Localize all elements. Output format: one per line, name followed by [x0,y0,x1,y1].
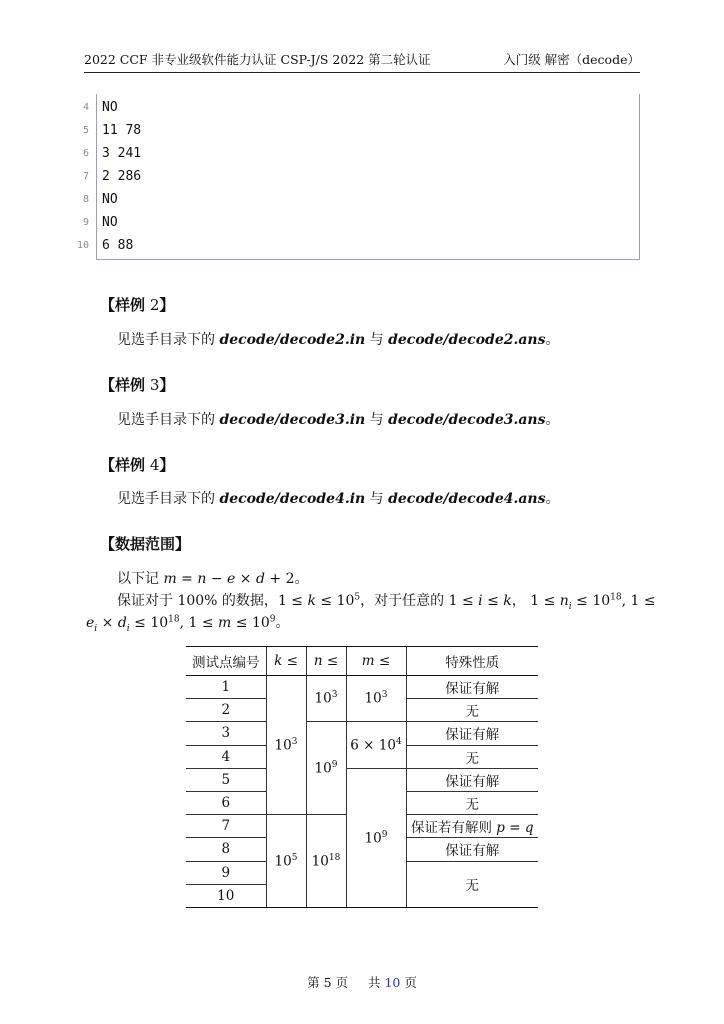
n-cell: $10^3$ [306,676,346,722]
m-cell: $6 \times 10^4$ [346,722,406,768]
col-header-n: n ≤ [306,647,346,676]
test-id-cell: 3 [186,722,266,745]
code-line [82,119,639,142]
total-pages: 10 [384,975,401,990]
sample-4-title: 【样例 4】 [100,456,175,474]
test-id-cell: 1 [186,676,266,699]
code-line [82,188,639,211]
line-number: 7 [82,171,89,182]
answer-filename: decode/decode2.ans [388,332,546,348]
test-id-cell: 5 [186,768,266,791]
code-block [76,94,640,260]
code-line [82,211,639,234]
line-number: 4 [82,102,89,113]
property-cell: 保证若有解则 p = q [406,815,538,838]
k-cell: $10^3$ [266,676,306,815]
test-id-cell: 8 [186,838,266,861]
input-filename: decode/decode4.in [219,491,366,507]
code-text: NO [102,215,118,230]
line-number: 6 [82,148,89,159]
property-cell: 无 [406,861,538,907]
page-number: 5 [323,975,332,990]
answer-filename: decode/decode4.ans [388,491,546,507]
property-cell: 保证有解 [406,838,538,861]
data-range-title: 【数据范围】 [100,535,191,553]
code-line [82,165,639,188]
range-line-1: 以下记 m = n − e × d + 2。 [117,571,309,587]
line-number: 8 [82,194,89,205]
table-row [186,768,538,791]
range-line-2: 保证对于 100% 的数据，$1 \le k \le 10^5$，对于任意的 1 ≤ i ≤ k， $1 \le n_i \le 10^{18}$, 1 ≤ [117,592,656,612]
page-header [84,50,640,73]
m-cell: $10^9$ [346,768,406,907]
k-cell: $10^5$ [266,815,306,908]
code-line [76,234,639,257]
test-id-cell: 10 [186,884,266,907]
answer-filename: decode/decode3.ans [388,412,546,428]
code-text: NO [102,100,118,115]
line-number: 10 [76,240,89,251]
test-id-cell: 6 [186,791,266,814]
line-number: 9 [82,217,89,228]
property-cell: 保证有解 [406,676,538,699]
code-text: NO [102,192,118,207]
line-number: 5 [82,125,89,136]
property-cell: 保证有解 [406,722,538,745]
property-cell: 无 [406,745,538,768]
code-line [82,142,639,165]
sample-3-title: 【样例 3】 [100,376,175,394]
test-id-cell: 4 [186,745,266,768]
page-footer: 第 5 页 共 10 页 [307,975,417,990]
table-row [186,722,538,745]
constraints-table [186,646,538,908]
code-text: 6 88 [102,238,134,253]
test-id-cell: 9 [186,861,266,884]
property-cell: 保证有解 [406,768,538,791]
input-filename: decode/decode3.in [219,412,366,428]
table-header-row [186,647,538,676]
range-line-3: $e_i \times d_i \le 10^{18}$, $1 \le m \le 10^9$。 [86,614,290,634]
col-header-property: 特殊性质 [406,647,538,676]
col-header-k: k ≤ [266,647,306,676]
property-cell: 无 [406,699,538,722]
property-cell: 无 [406,791,538,814]
sample-2-title: 【样例 2】 [100,296,175,314]
m-cell: $10^3$ [346,676,406,722]
code-text: 2 286 [102,169,142,184]
code-line [82,96,639,119]
header-right: 入门级 解密（decode） [503,52,640,67]
col-header-m: m ≤ [346,647,406,676]
code-text: 11 78 [102,123,142,138]
input-filename: decode/decode2.in [219,332,366,348]
table-row [186,676,538,699]
sample-3-desc: 见选手目录下的 decode/decode3.in 与 decode/decode3.ans。 [117,412,560,428]
sample-2-desc: 见选手目录下的 decode/decode2.in 与 decode/decode2.ans。 [117,332,560,348]
n-cell: $10^9$ [306,722,346,815]
header-left: 2022 CCF 非专业级软件能力认证 CSP-J/S 2022 第二轮认证 [84,52,431,67]
col-header-test-id: 测试点编号 [186,647,266,676]
sample-4-desc: 见选手目录下的 decode/decode4.in 与 decode/decode4.ans。 [117,491,560,507]
test-id-cell: 2 [186,699,266,722]
code-text: 3 241 [102,146,142,161]
n-cell: $10^{18}$ [306,815,346,908]
test-id-cell: 7 [186,815,266,838]
